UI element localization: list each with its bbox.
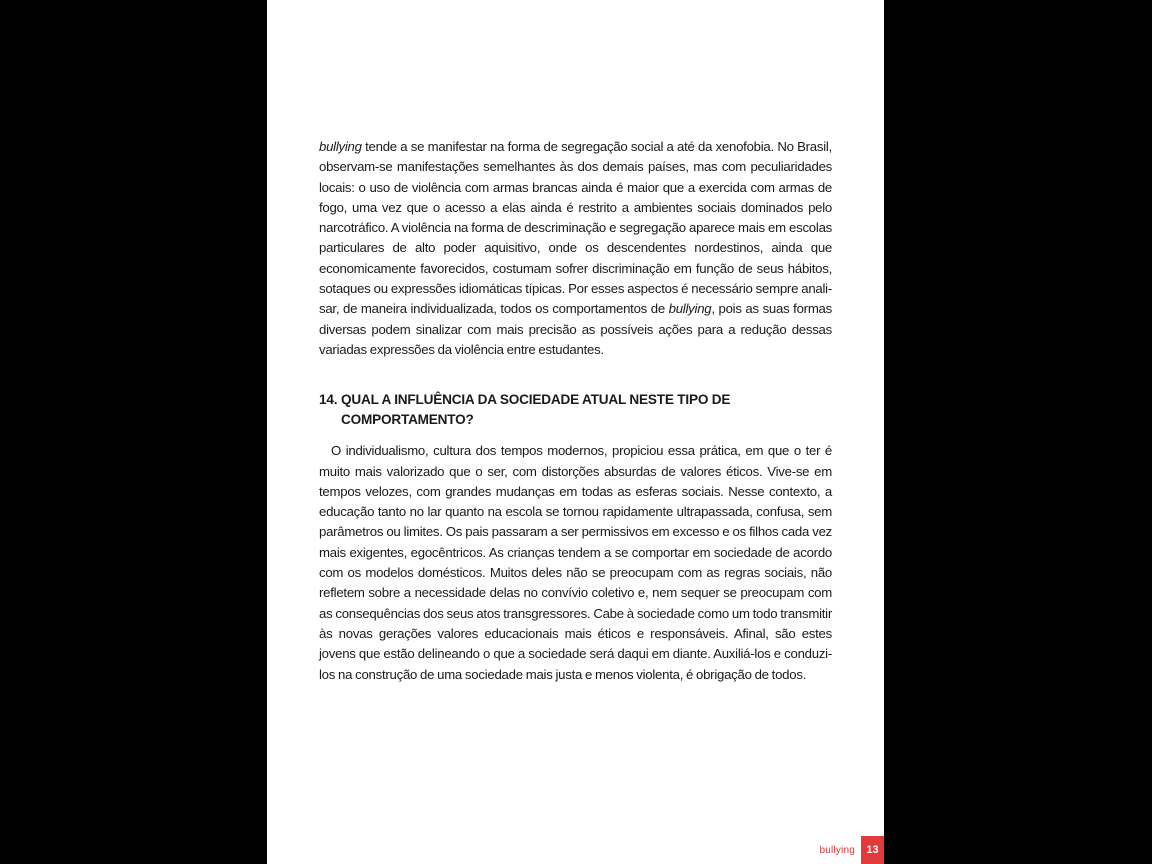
section-answer-paragraph: O individualismo, cultura dos tempos modernos, propiciou essa prática, em que o ter é muito mais valorizado que o ser, com distorções absurdas de valores éticos. Vive-se em tempos velozes, com grandes mudanças em todas as esferas sociais. Nesse contexto, a educação tanto no lar quanto na escola se tornou rapidamente ultrapassada, confusa, sem parâmetros ou limites. Os pais passaram a ser permissivos em excesso e os filhos cada vez mais exigentes, egocêntricos. As crianças tendem a se comportar em sociedade de acordo com os modelos domésticos. Muitos deles não se preocupam com as regras sociais, não refletem sobre a necessidade delas no convívio coletivo e, nem sequer se preocupam com as consequências dos seus atos transgressores. Cabe à sociedade como um todo transmitir às novas gerações valores educacionais mais éticos e responsáveis. Afinal, são estes jovens que estão delineando o que a sociedade será daqui em diante. Auxiliá-los e conduzi-los na construção de uma sociedade mais justa e menos violenta, é obrigação de todos. (319, 443, 832, 682)
section-heading (319, 390, 832, 429)
page-content (319, 137, 832, 685)
footer-brand-label: bullying (819, 844, 855, 856)
section-title-line-1: QUAL A INFLUÊNCIA DA SOCIEDADE ATUAL NESTE TIPO DE (341, 392, 731, 408)
paragraph-continued (319, 137, 832, 360)
page-number-badge: 13 (861, 836, 884, 864)
paragraph-text: , pois as suas formas diversas podem sinalizar com mais precisão as possíveis ações para a redução dessas variadas expressões da violência entre estudantes. (319, 301, 832, 357)
document-page (267, 0, 884, 864)
section-title (341, 390, 832, 429)
section-title-line-2: COMPORTAMENTO? (341, 411, 474, 427)
section-number: 14. (319, 392, 338, 408)
italic-term: bullying (668, 301, 712, 317)
paragraph-text: tende a se manifestar na forma de segregação social a até da xenofobia. No Brasil, observam-se manifestações semelhantes às dos demais países, mas com peculiaridades locais: o uso de violência com armas brancas ainda é maior que a exercida com armas de fogo, uma vez que o acesso a elas ainda é restrito a ambientes sociais dominados pelo narcotráfico. A violência na forma de descriminação e segregação aparece mais em escolas particulares de alto poder aquisitivo, onde os descendentes nordestinos, ainda que economicamente favorecidos, costumam sofrer discriminação em função de seus hábitos, sotaques ou expressões idiomáticas típicas. Por esses aspectos é necessário sempre anali-sar, de maneira individualizada, todos os comportamentos de (319, 139, 832, 317)
italic-term: bullying (319, 139, 362, 154)
page-footer (819, 836, 884, 864)
